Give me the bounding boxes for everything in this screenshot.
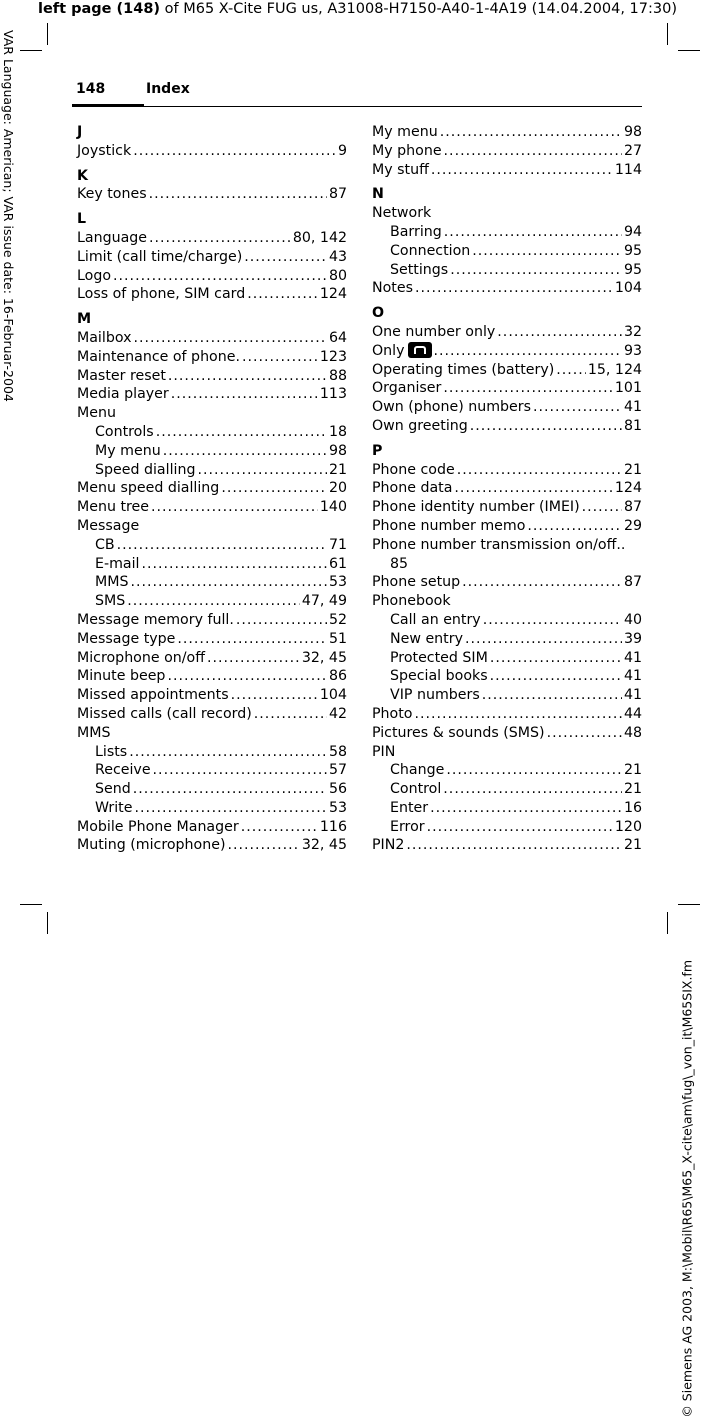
index-letter-heading: K bbox=[77, 167, 88, 184]
index-pages: 85 bbox=[390, 555, 409, 572]
leader-dots bbox=[156, 423, 327, 442]
index-entry bbox=[77, 142, 347, 161]
index-entry bbox=[372, 123, 642, 142]
index-term: One number only bbox=[372, 323, 496, 340]
index-entry bbox=[372, 417, 642, 436]
index-entry bbox=[77, 348, 347, 367]
index-pages: 16 bbox=[623, 799, 642, 816]
index-subentry bbox=[372, 799, 642, 818]
index-subentry bbox=[372, 686, 642, 705]
index-term: Mobile Phone Manager bbox=[77, 818, 239, 835]
leader-dots bbox=[472, 242, 622, 261]
leader-dots bbox=[462, 573, 622, 592]
index-term: Protected SIM bbox=[390, 649, 488, 666]
index-subentry bbox=[77, 592, 347, 611]
index-term: Master reset bbox=[77, 367, 166, 384]
index-term: Pictures & sounds (SMS) bbox=[372, 724, 545, 741]
index-term: Operating times (battery) bbox=[372, 361, 555, 378]
index-pages: 87 bbox=[328, 186, 347, 203]
index-pages: 41 bbox=[623, 668, 642, 685]
index-term: Change bbox=[390, 762, 445, 779]
index-entry bbox=[77, 267, 347, 286]
index-entry bbox=[372, 536, 642, 574]
leader-dots bbox=[236, 611, 327, 630]
leader-dots bbox=[149, 185, 327, 204]
leader-dots bbox=[444, 142, 622, 161]
index-term: Organiser bbox=[372, 380, 442, 397]
leader-dots bbox=[443, 780, 622, 799]
index-pages: 87 bbox=[623, 499, 642, 516]
index-column-right bbox=[372, 123, 642, 855]
index-subentry bbox=[77, 536, 347, 555]
leader-dots bbox=[443, 379, 613, 398]
index-entry bbox=[77, 705, 347, 724]
leader-dots bbox=[129, 743, 327, 762]
index-subentry bbox=[372, 761, 642, 780]
index-entry bbox=[372, 279, 642, 298]
leader-dots bbox=[444, 223, 622, 242]
index-term: Error bbox=[390, 818, 425, 835]
index-column-left bbox=[77, 123, 347, 855]
leader-dots bbox=[547, 724, 622, 743]
index-pages: 21 bbox=[623, 781, 642, 798]
index-term: Key tones bbox=[77, 186, 147, 203]
index-subentry bbox=[372, 261, 642, 280]
leader-dots bbox=[450, 261, 622, 280]
index-pages: 21 bbox=[328, 461, 347, 478]
leader-dots bbox=[171, 385, 318, 404]
index-entry bbox=[77, 329, 347, 348]
index-letter-heading: P bbox=[372, 442, 383, 459]
index-term: Barring bbox=[390, 223, 442, 240]
print-header bbox=[0, 0, 715, 22]
index-pages: 9 bbox=[337, 142, 347, 159]
leader-dots bbox=[247, 285, 318, 304]
leader-dots bbox=[470, 417, 622, 436]
index-pages: 52 bbox=[328, 611, 347, 628]
index-term: Menu speed dialling bbox=[77, 480, 220, 497]
crop-mark bbox=[47, 23, 48, 45]
page-title: Index bbox=[146, 81, 190, 97]
index-group-heading: Message bbox=[77, 517, 140, 534]
index-term: Maintenance of phone. bbox=[77, 348, 240, 365]
right-margin-note bbox=[680, 490, 715, 1418]
leader-dots bbox=[113, 267, 327, 286]
index-pages: 47, 49 bbox=[301, 593, 347, 610]
leader-dots bbox=[431, 161, 613, 180]
index-pages: 98 bbox=[623, 124, 642, 140]
crop-mark bbox=[667, 23, 668, 45]
index-subentry bbox=[372, 780, 642, 799]
index-pages: 114 bbox=[614, 161, 642, 178]
index-pages: 32 bbox=[623, 323, 642, 340]
index-pages: 56 bbox=[328, 781, 347, 798]
print-header-info: of M65 X-Cite FUG us, A31008-H7150-A40-1-4A19 (14.04.2004, 17:30) bbox=[160, 1, 677, 17]
index-entry bbox=[372, 479, 642, 498]
left-margin-note bbox=[0, 30, 22, 420]
index-pages: 32, 45 bbox=[301, 837, 347, 854]
leader-dots bbox=[427, 818, 613, 837]
leader-dots bbox=[231, 686, 318, 705]
header-rule bbox=[72, 106, 642, 107]
index-entry bbox=[77, 667, 347, 686]
index-entry bbox=[372, 142, 642, 161]
leader-dots bbox=[133, 780, 327, 799]
index-term: Write bbox=[95, 799, 133, 816]
index-term: PIN2 bbox=[372, 837, 405, 854]
index-subentry bbox=[77, 423, 347, 442]
index-pages: 88 bbox=[328, 367, 347, 384]
index-term: Mailbox bbox=[77, 329, 132, 346]
index-pages: 80 bbox=[328, 267, 347, 284]
index-entry bbox=[372, 323, 642, 342]
leader-dots bbox=[434, 342, 622, 361]
index-term: Phone data bbox=[372, 480, 453, 497]
index-pages: 87 bbox=[623, 574, 642, 591]
index-term: Phone code bbox=[372, 461, 455, 478]
leader-dots bbox=[414, 705, 621, 724]
index-term: Message type bbox=[77, 630, 176, 647]
index-pages: 18 bbox=[328, 423, 347, 440]
index-subentry bbox=[77, 442, 347, 461]
index-subentry bbox=[77, 555, 347, 574]
index-pages: 124 bbox=[319, 286, 347, 303]
leader-dots bbox=[221, 479, 327, 498]
index-pages: 44 bbox=[623, 705, 642, 722]
index-pages: 41 bbox=[623, 687, 642, 704]
index-group-heading: PIN bbox=[372, 743, 396, 760]
leader-dots bbox=[527, 517, 622, 536]
leader-dots bbox=[227, 836, 299, 855]
index-term: My phone bbox=[372, 142, 442, 159]
index-pages: 39 bbox=[623, 630, 642, 647]
index-pages: 123 bbox=[319, 348, 347, 365]
copyright-path-text: © Siemens AG 2003, M:\Mobil\R65\M65_X-cite\am\fug\_von_it\M65SIX.fm bbox=[680, 960, 695, 1418]
index-pages: 32, 45 bbox=[301, 649, 347, 666]
index-subentry bbox=[77, 799, 347, 818]
index-entry bbox=[77, 630, 347, 649]
leader-dots bbox=[153, 761, 327, 780]
index-letter-heading: J bbox=[77, 124, 83, 140]
leader-dots bbox=[582, 498, 622, 517]
index-term: Control bbox=[390, 781, 442, 798]
print-header-page: left page (148) bbox=[38, 1, 161, 17]
leader-dots bbox=[149, 229, 291, 248]
leader-dots bbox=[241, 818, 318, 837]
index-pages: 86 bbox=[328, 668, 347, 685]
index-entry bbox=[77, 836, 347, 855]
index-pages: 113 bbox=[319, 386, 347, 403]
leader-dots bbox=[254, 705, 327, 724]
leader-dots bbox=[483, 611, 622, 630]
index-letter-heading: L bbox=[77, 211, 87, 228]
index-term: Enter bbox=[390, 799, 429, 816]
index-pages: 15, 124 bbox=[587, 361, 642, 378]
index-subentry bbox=[372, 667, 642, 686]
index-pages: 40 bbox=[623, 611, 642, 628]
index-term: Joystick bbox=[77, 142, 132, 159]
index-pages: 51 bbox=[328, 630, 347, 647]
index-subentry bbox=[77, 761, 347, 780]
index-term: Settings bbox=[390, 261, 449, 278]
index-entry bbox=[372, 342, 642, 361]
leader-dots bbox=[177, 630, 327, 649]
leader-dots bbox=[117, 536, 327, 555]
index-letter-heading: M bbox=[77, 311, 92, 328]
index-subentry bbox=[372, 223, 642, 242]
index-pages: 21 bbox=[623, 461, 642, 478]
index-pages: 42 bbox=[328, 705, 347, 722]
leader-dots bbox=[556, 361, 586, 380]
index-pages: 95 bbox=[623, 242, 642, 259]
index-group-heading: Phonebook bbox=[372, 593, 451, 610]
index-pages: 71 bbox=[328, 536, 347, 553]
index-pages: 29 bbox=[623, 517, 642, 534]
index-term: Language bbox=[77, 229, 148, 246]
index-pages: 81 bbox=[623, 417, 642, 434]
index-pages: 124 bbox=[614, 480, 642, 497]
index-term: New entry bbox=[390, 630, 463, 647]
index-pages: 140 bbox=[319, 499, 347, 516]
crop-mark bbox=[667, 912, 668, 934]
leader-dots bbox=[454, 479, 612, 498]
index-pages: 21 bbox=[623, 762, 642, 779]
index-term: Missed appointments bbox=[77, 687, 229, 704]
leader-dots bbox=[415, 279, 613, 298]
index-entry bbox=[372, 498, 642, 517]
leader-dots bbox=[490, 667, 622, 686]
index-entry bbox=[372, 161, 642, 180]
leader-dots bbox=[244, 248, 327, 267]
index-entry bbox=[77, 611, 347, 630]
index-subentry bbox=[372, 630, 642, 649]
index-pages: 57 bbox=[328, 762, 347, 779]
leader-dots bbox=[533, 398, 622, 417]
index-pages: 61 bbox=[328, 555, 347, 572]
var-language-text: VAR Language: American; VAR issue date: 16-Februar-2004 bbox=[1, 30, 16, 402]
index-term: Own (phone) numbers bbox=[372, 399, 532, 416]
index-term: Minute beep bbox=[77, 668, 166, 685]
index-term: Lists bbox=[95, 743, 128, 760]
lock-icon bbox=[408, 342, 432, 358]
leader-dots bbox=[168, 367, 327, 386]
index-subentry bbox=[372, 649, 642, 668]
index-pages: 104 bbox=[319, 687, 347, 704]
index-term: Message memory full. bbox=[77, 611, 234, 628]
index-term: Missed calls (call record) bbox=[77, 705, 252, 722]
index-entry bbox=[372, 361, 642, 380]
index-pages: 27 bbox=[623, 142, 642, 159]
leader-dots bbox=[131, 573, 327, 592]
index-entry bbox=[77, 285, 347, 304]
index-subentry bbox=[372, 611, 642, 630]
leader-dots bbox=[167, 667, 327, 686]
page-number: 148 bbox=[76, 81, 106, 97]
crop-mark bbox=[678, 904, 700, 905]
index-term: Phone setup bbox=[372, 574, 461, 591]
index-entry bbox=[77, 385, 347, 404]
index-term: Call an entry bbox=[390, 611, 481, 628]
index-pages: 120 bbox=[614, 818, 642, 835]
index-term: Notes bbox=[372, 280, 413, 297]
index-entry bbox=[372, 379, 642, 398]
index-entry bbox=[372, 724, 642, 743]
leader-dots bbox=[133, 329, 326, 348]
index-entry bbox=[372, 398, 642, 417]
index-term: Special books bbox=[390, 668, 488, 685]
index-pages: 93 bbox=[623, 342, 642, 359]
index-pages: 80, 142 bbox=[292, 229, 347, 246]
index-term: VIP numbers bbox=[390, 687, 480, 704]
index-term: MMS bbox=[95, 574, 129, 591]
index-subentry bbox=[77, 780, 347, 799]
leader-dots bbox=[430, 799, 622, 818]
leader-dots bbox=[446, 761, 622, 780]
index-pages: 104 bbox=[614, 280, 642, 297]
index-entry bbox=[372, 461, 642, 480]
leader-dots bbox=[134, 799, 326, 818]
index-subentry bbox=[77, 461, 347, 480]
index-term: Microphone on/off bbox=[77, 649, 205, 666]
index-entry bbox=[77, 185, 347, 204]
index-subentry bbox=[372, 818, 642, 837]
leader-dots bbox=[163, 442, 327, 461]
index-term: Media player bbox=[77, 386, 169, 403]
index-entry bbox=[77, 229, 347, 248]
index-pages: 53 bbox=[328, 574, 347, 591]
index-entry bbox=[77, 367, 347, 386]
index-term: My menu bbox=[95, 442, 161, 459]
index-pages: 95 bbox=[623, 261, 642, 278]
index-entry bbox=[372, 705, 642, 724]
index-term: Muting (microphone) bbox=[77, 837, 226, 854]
index-pages: 21 bbox=[623, 837, 642, 854]
index-term: Connection bbox=[390, 242, 471, 259]
leader-dots bbox=[497, 323, 622, 342]
index-term: Own greeting bbox=[372, 417, 468, 434]
leader-dots bbox=[465, 630, 622, 649]
index-subentry bbox=[77, 573, 347, 592]
index-term: Receive bbox=[95, 762, 151, 779]
index-term: Logo bbox=[77, 267, 112, 284]
index-pages: 43 bbox=[328, 248, 347, 265]
index-pages: 64 bbox=[328, 329, 347, 346]
index-pages: 101 bbox=[614, 380, 642, 397]
index-entry bbox=[77, 686, 347, 705]
index-pages: 116 bbox=[319, 818, 347, 835]
index-term: My menu bbox=[372, 124, 438, 140]
index-group-heading: MMS bbox=[77, 724, 111, 741]
index-term: CB bbox=[95, 536, 115, 553]
index-subentry bbox=[77, 743, 347, 762]
index-term: Phone number memo bbox=[372, 517, 526, 534]
leader-dots bbox=[207, 649, 300, 668]
index-entry bbox=[77, 248, 347, 267]
index-pages: 94 bbox=[623, 223, 642, 240]
leader-dots bbox=[457, 461, 622, 480]
leader-dots bbox=[440, 123, 622, 142]
index-entry bbox=[372, 836, 642, 855]
leader-dots bbox=[197, 461, 326, 480]
index-entry bbox=[77, 818, 347, 837]
index-term: E-mail bbox=[95, 555, 140, 572]
index-letter-heading: N bbox=[372, 186, 384, 203]
leader-dots bbox=[406, 836, 622, 855]
index-term: Loss of phone, SIM card bbox=[77, 286, 246, 303]
crop-mark bbox=[20, 904, 42, 905]
index-pages: 41 bbox=[623, 399, 642, 416]
index-term: Phone number transmission on/off.. bbox=[372, 536, 626, 553]
index-term: SMS bbox=[95, 593, 126, 610]
index-entry bbox=[372, 517, 642, 536]
index-term: Speed dialling bbox=[95, 461, 196, 478]
index-entry bbox=[77, 479, 347, 498]
leader-dots bbox=[242, 348, 318, 367]
index-term: My stuff bbox=[372, 161, 429, 178]
index-term: Photo bbox=[372, 705, 413, 722]
index-group-heading: Network bbox=[372, 205, 432, 222]
index-term: Limit (call time/charge) bbox=[77, 248, 243, 265]
crop-mark bbox=[20, 50, 42, 51]
index-subentry bbox=[372, 242, 642, 261]
leader-dots bbox=[141, 555, 326, 574]
index-term: Phone identity number (IMEI) bbox=[372, 499, 580, 516]
index-term: Menu tree bbox=[77, 499, 150, 516]
crop-mark bbox=[47, 912, 48, 934]
index-pages: 20 bbox=[328, 480, 347, 497]
leader-dots bbox=[151, 498, 318, 517]
index-entry bbox=[372, 573, 642, 592]
index-entry bbox=[77, 649, 347, 668]
index-letter-heading: O bbox=[372, 305, 385, 322]
index-pages: 58 bbox=[328, 743, 347, 760]
index-pages: 98 bbox=[328, 442, 347, 459]
index-entry bbox=[77, 498, 347, 517]
leader-dots bbox=[127, 592, 300, 611]
leader-dots bbox=[482, 686, 622, 705]
index-pages: 41 bbox=[623, 649, 642, 666]
index-term: Send bbox=[95, 781, 131, 798]
index-term: Controls bbox=[95, 423, 154, 440]
index-pages: 53 bbox=[328, 799, 347, 816]
crop-mark bbox=[678, 50, 700, 51]
index-pages: 48 bbox=[623, 724, 642, 741]
leader-dots bbox=[133, 142, 336, 161]
index-term: Only bbox=[372, 342, 405, 359]
leader-dots bbox=[490, 649, 622, 668]
index-group-heading: Menu bbox=[77, 405, 116, 422]
